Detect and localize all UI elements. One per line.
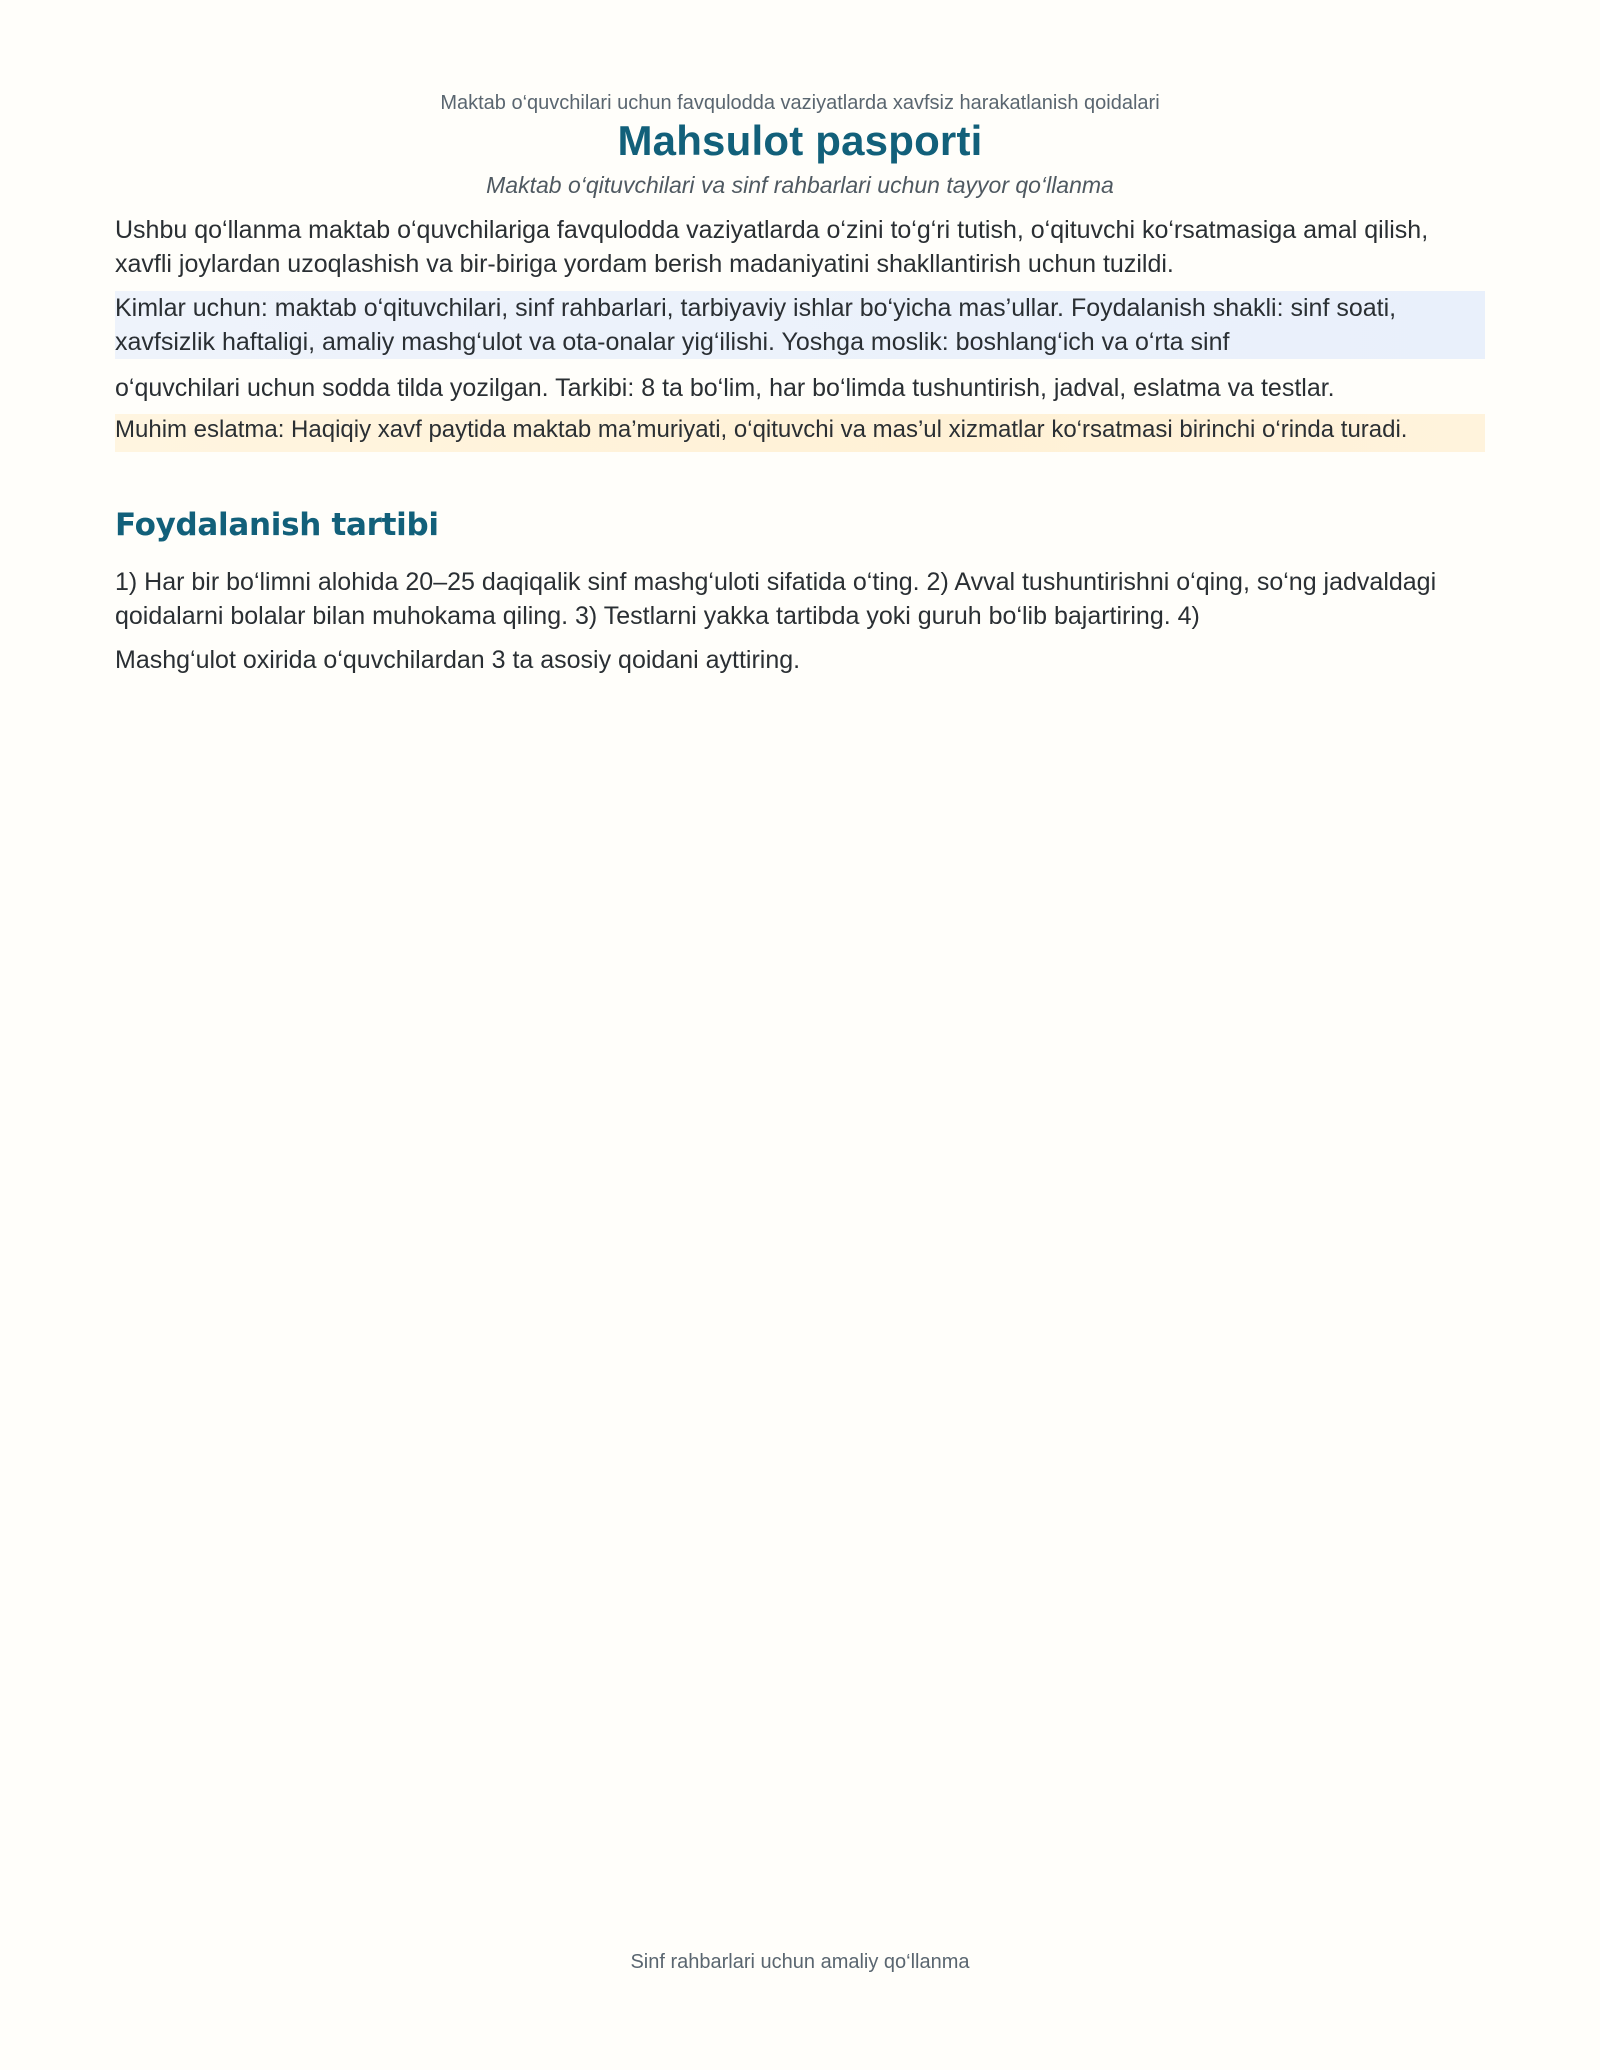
running-footer: Sinf rahbarlari uchun amaliy qo‘llanma [630, 1951, 970, 1973]
running-header: Maktab o‘quvchilari uchun favqulodda vaziyatlarda xavfsiz harakatlanish qoidalari [440, 92, 1160, 114]
important-note-callout: Muhim eslatma: Haqiqiy xavf paytida maktab ma’muriyati, o‘qituvchi va mas’ul xizmatlar ko‘rsatmasi birinchi o‘rinda turadi. [115, 414, 1485, 452]
page-title: Mahsulot pasporti [617, 117, 983, 164]
intro-paragraph: Ushbu qo‘llanma maktab o‘quvchilariga favqulodda vaziyatlarda o‘zini to‘g‘ri tutish, o‘qituvchi ko‘rsatmasiga amal qilish, xavfli joylardan uzoqlashish va bir-biriga yordam berish madaniyatini shakllantirish uchun tuzildi. [115, 216, 1429, 278]
usage-steps-paragraph: 1) Har bir bo‘limni alohida 20–25 daqiqalik sinf mashg‘uloti sifatida o‘ting. 2) Avval tushuntirishni o‘qing, so‘ng jadvaldagi qoidalarni bolalar bilan muhokama qiling. 3) Testlarni yakka tartibda yoki guruh bo‘lib bajartiring. 4) [115, 568, 1437, 630]
audience-paragraph: Kimlar uchun: maktab o‘qituvchilari, sinf rahbarlari, tarbiyaviy ishlar bo‘yicha mas’ullar. Foydalanish shakli: sinf soati, xavfsizlik haftaligi, amaliy mashg‘ulot va ota-onalar yig‘ilishi. Yoshga moslik: boshlang‘ich va o‘rta sinf [115, 291, 1485, 359]
page-subtitle: Maktab o‘qituvchilari va sinf rahbarlari uchun tayyor qo‘llanma [486, 172, 1114, 198]
section-heading: Foydalanish tartibi [115, 507, 439, 543]
audience-paragraph-continued: o‘quvchilari uchun sodda tilda yozilgan. Tarkibi: 8 ta bo‘lim, har bo‘limda tushuntirish, jadval, eslatma va testlar. [115, 374, 1335, 402]
usage-steps-paragraph-continued: Mashg‘ulot oxirida o‘quvchilardan 3 ta asosiy qoidani ayttiring. [115, 646, 801, 674]
